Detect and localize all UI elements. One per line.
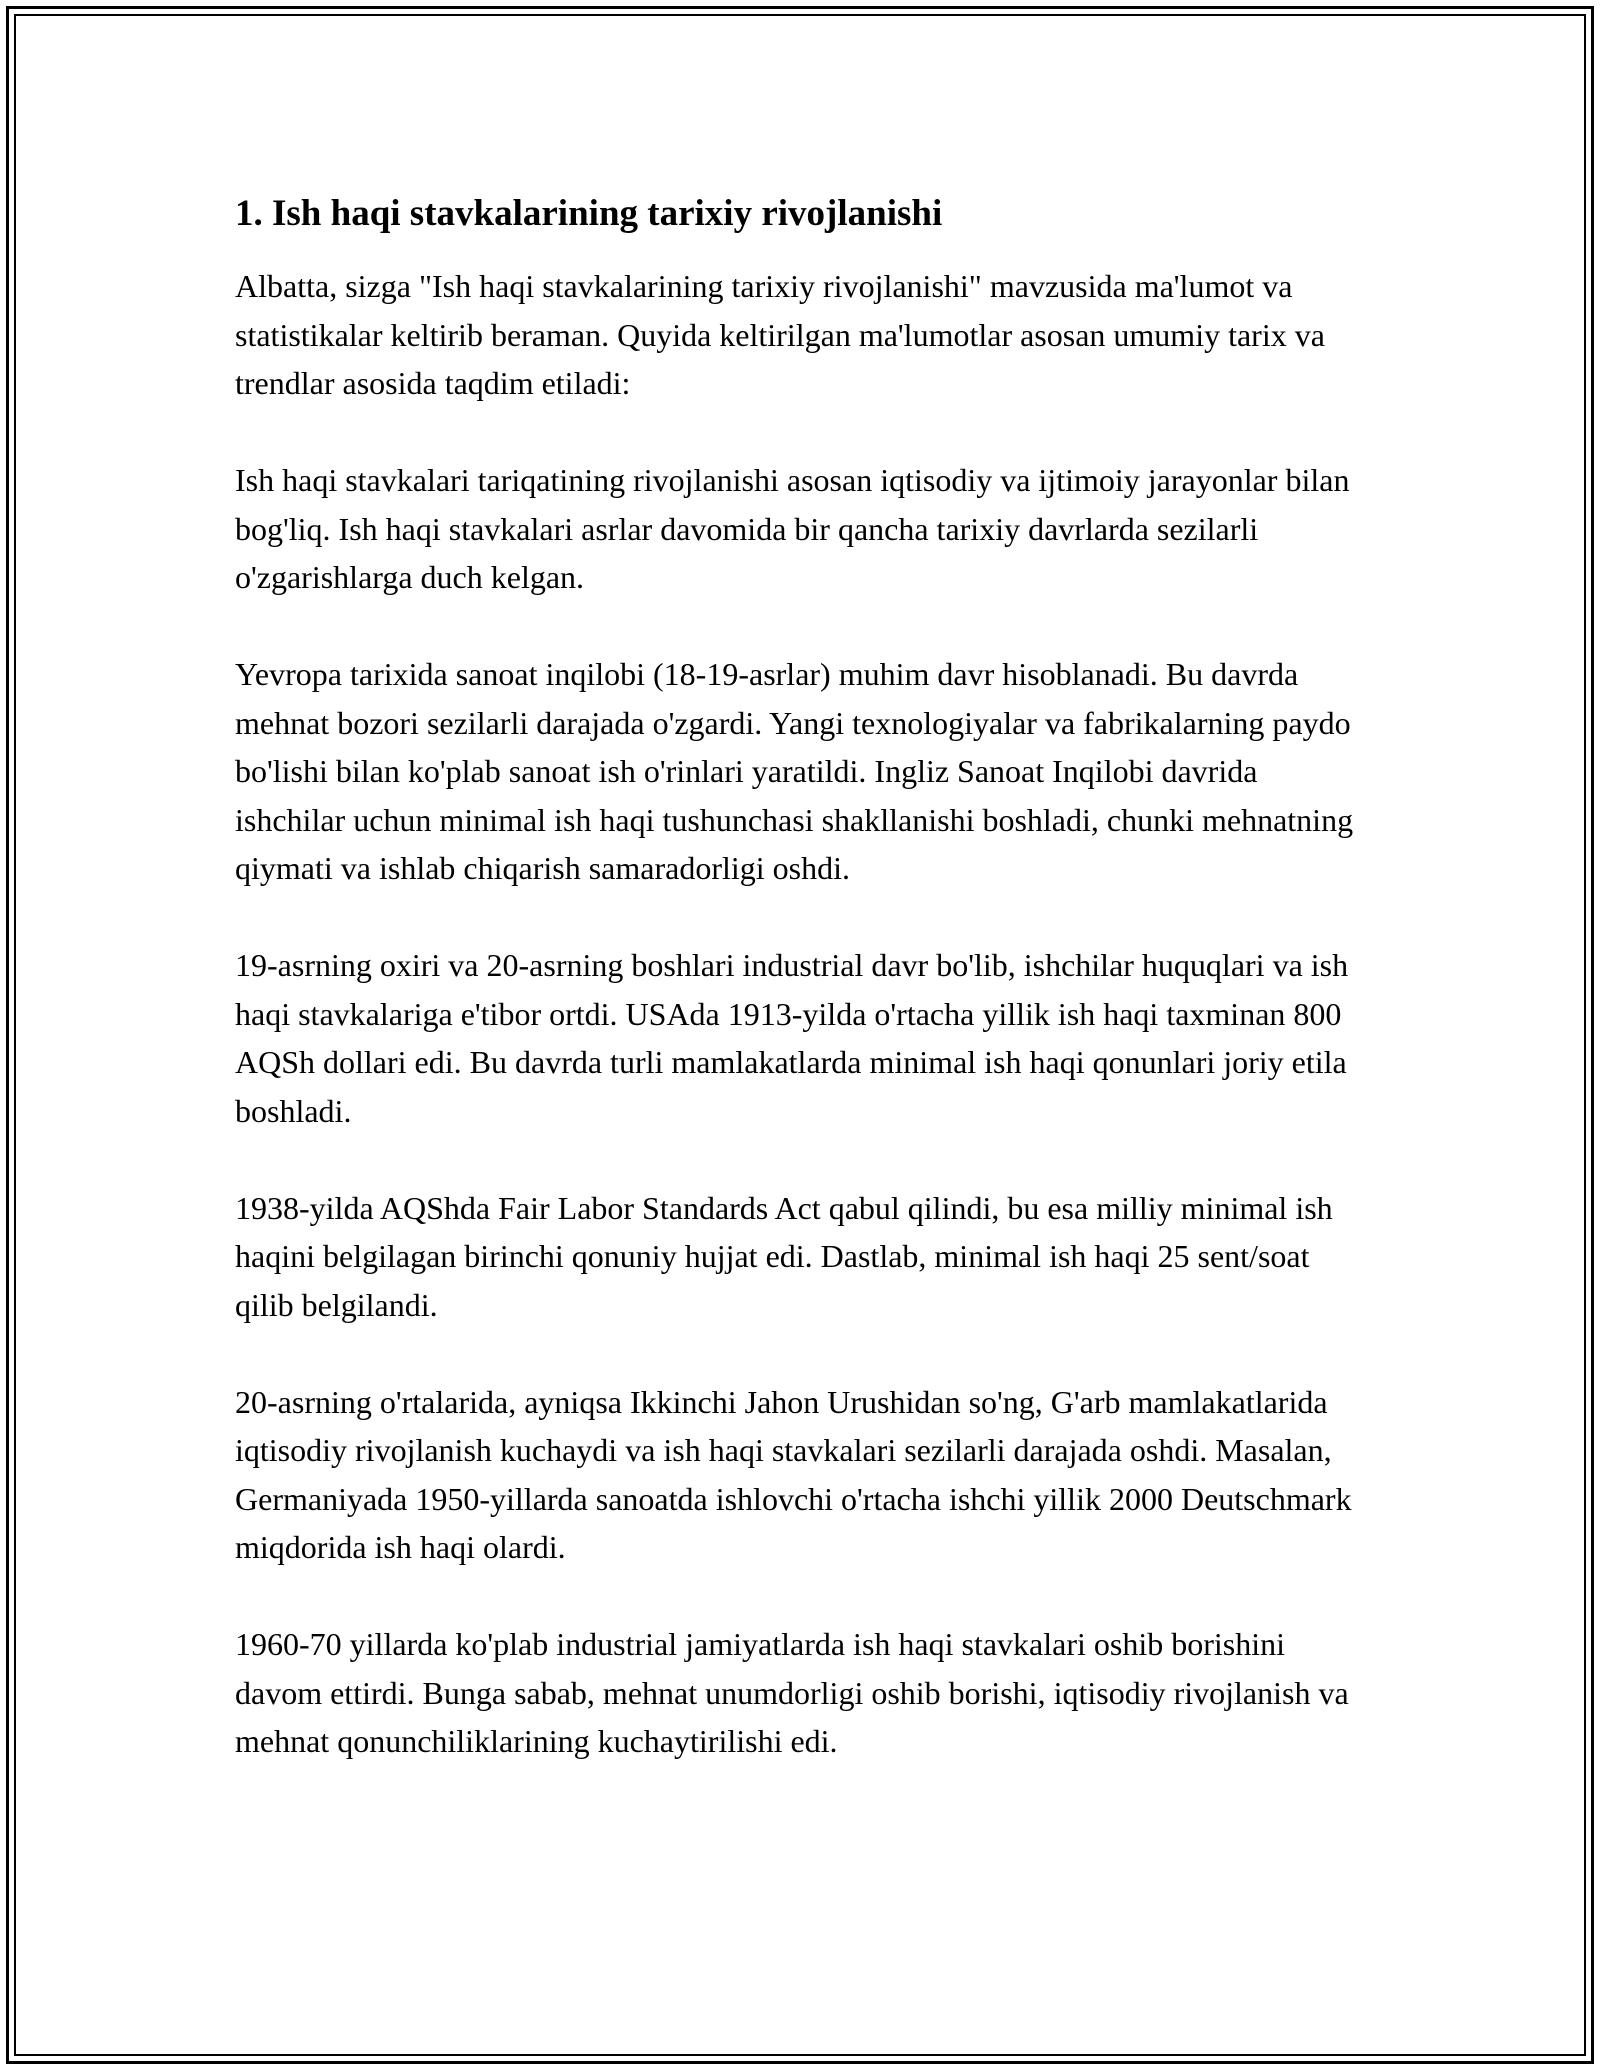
paragraph-post-war: 20-asrning o'rtalarida, ayniqsa Ikkinchi Jahon Urushidan so'ng, G'arb mamlakatlarida iqtisodiy rivojlanish kuchaydi va ish haqi stavkalari sezilarli darajada oshdi. Masalan, Germaniyada 1950-yillarda sanoatda ishlovchi o'rtacha ishchi yillik 2000 Deutschmark miqdorida ish haqi olardi.	[235, 1383, 1352, 1565]
paragraph-fair-labor-act: 1938-yilda AQShda Fair Labor Standards Act qabul qilindi, bu esa milliy minimal ish haqini belgilagan birinchi qonuniy hujjat edi. Dastlab, minimal ish haqi 25 sent/soat qilib belgilandi.	[235, 1189, 1333, 1323]
paragraph-1960-70: 1960-70 yillarda ko'plab industrial jamiyatlarda ish haqi stavkalari oshib borishini davom ettirdi. Bunga sabab, mehnat unumdorligi oshib borishi, iqtisodiy rivojlanish va mehnat qonunchiliklarining kuchaytirilishi edi.	[235, 1626, 1349, 1759]
paragraph-industrial-era: 19-asrning oxiri va 20-asrning boshlari industrial davr bo'lib, ishchilar huquqlari va ish haqi stavkalariga e'tibor ortdi. USAda 1913-yilda o'rtacha yillik ish haqi taxminan 800 AQSh dollari edi. Bu davrda turli mamlakatlarda minimal ish haqi qonunlari joriy etila boshladi.	[235, 947, 1349, 1129]
section-heading: 1. Ish haqi stavkalarining tarixiy rivojlanishi	[235, 193, 943, 234]
document-body	[235, 190, 1375, 1814]
paragraph-overview: Ish haqi stavkalari tariqatining rivojlanishi asosan iqtisodiy va ijtimoiy jarayonlar bilan bog'liq. Ish haqi stavkalari asrlar davomida bir qancha tarixiy davrlarda sezilarli o'zgarishlarga duch kelgan.	[235, 462, 1350, 595]
paragraph-industrial-revolution: Yevropa tarixida sanoat inqilobi (18-19-asrlar) muhim davr hisoblanadi. Bu davrda mehnat bozori sezilarli darajada o'zgardi. Yangi texnologiyalar va fabrikalarning paydo bo'lishi bilan ko'plab sanoat ish o'rinlari yaratildi. Ingliz Sanoat Inqilobi davrida ishchilar uchun minimal ish haqi tushunchasi shakllanishi boshladi, chunki mehnatning qiymati va ishlab chiqarish samaradorligi oshdi.	[235, 656, 1354, 886]
paragraph-intro: Albatta, sizga "Ish haqi stavkalarining tarixiy rivojlanishi" mavzusida ma'lumot va statistikalar keltirib beraman. Quyida keltirilgan ma'lumotlar asosan umumiy tarix va trendlar asosida taqdim etiladi:	[235, 268, 1325, 401]
